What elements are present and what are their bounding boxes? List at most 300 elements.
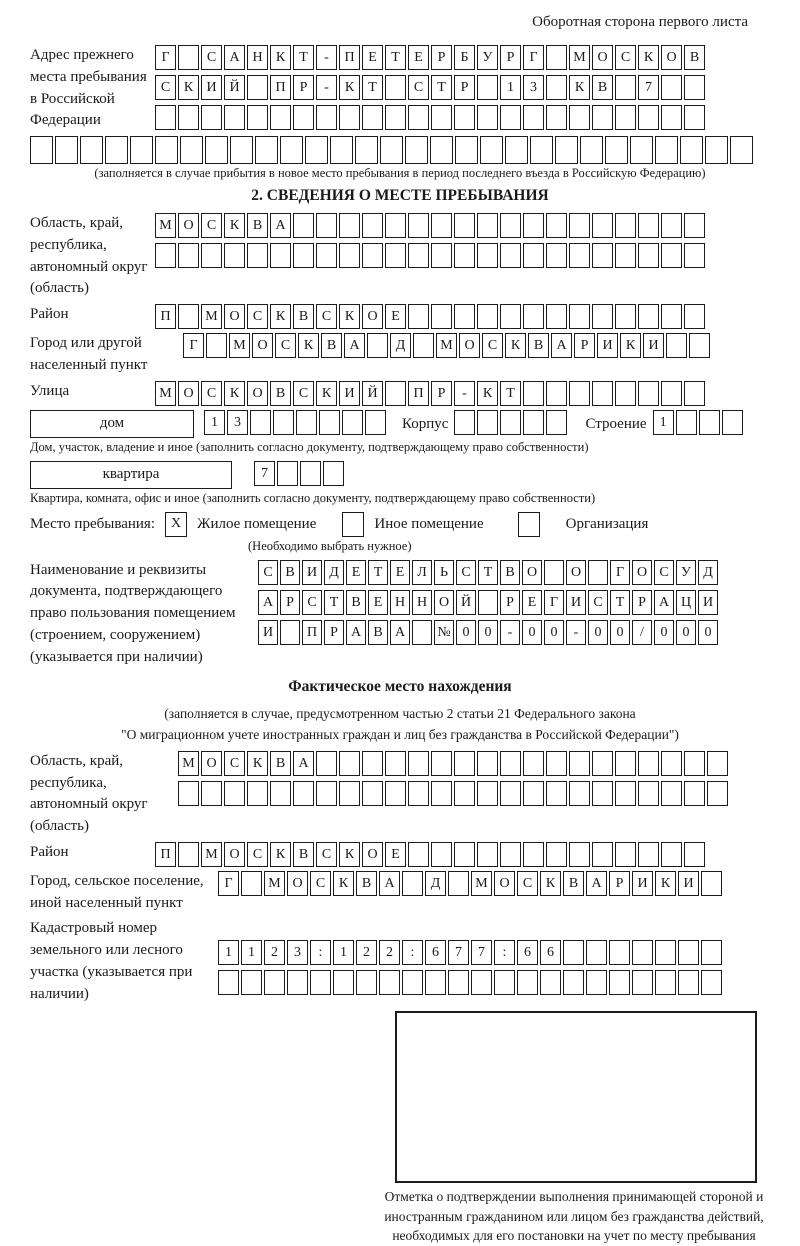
form-cell bbox=[247, 105, 268, 130]
form-cell bbox=[178, 45, 199, 70]
form-cell: 1 bbox=[500, 75, 521, 100]
form-cell: К bbox=[620, 333, 641, 358]
form-cell bbox=[448, 970, 469, 995]
form-cell bbox=[250, 410, 271, 435]
form-cell bbox=[684, 381, 705, 406]
form-cell: И bbox=[258, 620, 278, 645]
form-cell bbox=[362, 213, 383, 238]
form-cell bbox=[678, 940, 699, 965]
form-cell bbox=[478, 590, 498, 615]
checkbox-zhiloe: X bbox=[165, 512, 187, 537]
form-cell: 0 bbox=[698, 620, 718, 645]
form-cell: 3 bbox=[287, 940, 308, 965]
form-cell: Г bbox=[183, 333, 204, 358]
form-cell: С bbox=[302, 590, 322, 615]
kvartira-box-label: квартира bbox=[30, 461, 232, 489]
form-cell bbox=[661, 304, 682, 329]
form-cell: 1 bbox=[218, 940, 239, 965]
form-cell bbox=[546, 243, 567, 268]
form-cell: М bbox=[155, 213, 176, 238]
form-cell bbox=[638, 213, 659, 238]
document-cells bbox=[258, 560, 770, 645]
form-cell: Р bbox=[609, 871, 630, 896]
form-cell bbox=[523, 751, 544, 776]
form-cell: О bbox=[287, 871, 308, 896]
form-cell bbox=[592, 105, 613, 130]
form-cell bbox=[586, 970, 607, 995]
form-cell bbox=[385, 75, 406, 100]
document-field bbox=[30, 560, 770, 669]
form-cell: Р bbox=[431, 381, 452, 406]
form-cell bbox=[477, 243, 498, 268]
form-cell: И bbox=[339, 381, 360, 406]
s2-oblast-cells bbox=[155, 213, 770, 268]
form-cell: В bbox=[280, 560, 300, 585]
form-cell bbox=[500, 751, 521, 776]
stroenie-cells bbox=[653, 410, 745, 430]
form-cell bbox=[178, 842, 199, 867]
form-cell bbox=[413, 333, 434, 358]
form-cell bbox=[730, 136, 753, 164]
prev-address-row-3 bbox=[155, 105, 770, 130]
form-cell: М bbox=[155, 381, 176, 406]
form-cell: Н bbox=[247, 45, 268, 70]
option-zhiloe-label: Жилое помещение bbox=[197, 515, 317, 532]
form-cell: М bbox=[229, 333, 250, 358]
form-cell bbox=[454, 213, 475, 238]
form-cell bbox=[477, 213, 498, 238]
form-cell bbox=[405, 136, 428, 164]
form-cell: Й bbox=[224, 75, 245, 100]
form-cell bbox=[707, 781, 728, 806]
form-cell bbox=[477, 842, 498, 867]
form-cell bbox=[448, 871, 469, 896]
form-cell: Р bbox=[293, 75, 314, 100]
form-cell bbox=[540, 970, 561, 995]
form-cell bbox=[431, 781, 452, 806]
s2-ulitsa-field bbox=[30, 381, 770, 406]
form-cell bbox=[339, 751, 360, 776]
form-cell bbox=[500, 842, 521, 867]
form-cell: 0 bbox=[654, 620, 674, 645]
form-cell bbox=[431, 213, 452, 238]
form-cell bbox=[206, 333, 227, 358]
form-cell: И bbox=[632, 871, 653, 896]
form-cell bbox=[402, 970, 423, 995]
form-cell: В bbox=[500, 560, 520, 585]
form-cell: К bbox=[333, 871, 354, 896]
form-cell: К bbox=[316, 381, 337, 406]
s2-ulitsa-row bbox=[155, 381, 770, 406]
form-cell: Н bbox=[390, 590, 410, 615]
form-cell bbox=[569, 781, 590, 806]
form-cell bbox=[661, 781, 682, 806]
form-cell bbox=[296, 410, 317, 435]
form-cell bbox=[241, 970, 262, 995]
form-cell bbox=[408, 304, 429, 329]
form-cell bbox=[362, 751, 383, 776]
page-header-note: Оборотная сторона первого листа bbox=[532, 14, 748, 30]
form-cell bbox=[707, 751, 728, 776]
form-cell bbox=[316, 105, 337, 130]
form-cell bbox=[287, 970, 308, 995]
form-cell bbox=[477, 304, 498, 329]
form-cell: О bbox=[632, 560, 652, 585]
form-cell bbox=[379, 970, 400, 995]
form-cell: Т bbox=[293, 45, 314, 70]
form-cell: О bbox=[224, 304, 245, 329]
form-cell bbox=[569, 105, 590, 130]
form-cell bbox=[454, 304, 475, 329]
form-cell: С bbox=[258, 560, 278, 585]
form-cell bbox=[546, 75, 567, 100]
form-cell: : bbox=[402, 940, 423, 965]
form-cell: - bbox=[316, 45, 337, 70]
form-cell bbox=[385, 381, 406, 406]
form-cell: К bbox=[477, 381, 498, 406]
form-cell bbox=[454, 751, 475, 776]
form-cell bbox=[638, 105, 659, 130]
form-cell: О bbox=[252, 333, 273, 358]
form-cell: С bbox=[293, 381, 314, 406]
form-cell bbox=[569, 751, 590, 776]
form-cell: К bbox=[178, 75, 199, 100]
form-cell bbox=[319, 410, 340, 435]
form-cell: М bbox=[436, 333, 457, 358]
form-cell bbox=[592, 781, 613, 806]
form-cell: А bbox=[258, 590, 278, 615]
form-cell: Д bbox=[324, 560, 344, 585]
form-cell: О bbox=[661, 45, 682, 70]
form-cell bbox=[546, 381, 567, 406]
prev-address-row-1 bbox=[155, 45, 770, 70]
korpus-cells bbox=[454, 410, 569, 427]
form-cell: А bbox=[344, 333, 365, 358]
form-cell bbox=[523, 213, 544, 238]
form-cell: О bbox=[362, 304, 383, 329]
form-cell bbox=[546, 105, 567, 130]
form-cell: Р bbox=[280, 590, 300, 615]
korpus-label: Корпус bbox=[402, 415, 449, 432]
form-cell bbox=[705, 136, 728, 164]
form-cell: 1 bbox=[241, 940, 262, 965]
form-cell bbox=[355, 136, 378, 164]
form-cell bbox=[684, 75, 705, 100]
form-cell: Г bbox=[544, 590, 564, 615]
form-cell bbox=[569, 304, 590, 329]
f-gorod-field bbox=[30, 871, 770, 915]
form-cell: 2 bbox=[356, 940, 377, 965]
form-cell: В bbox=[270, 381, 291, 406]
form-cell bbox=[555, 136, 578, 164]
form-cell bbox=[655, 970, 676, 995]
form-cell: М bbox=[264, 871, 285, 896]
form-cell bbox=[661, 243, 682, 268]
form-cell bbox=[241, 871, 262, 896]
prev-address-label: Адрес прежнего места пребывания в Российской Федерации bbox=[30, 47, 147, 129]
form-cell bbox=[362, 781, 383, 806]
form-cell bbox=[155, 136, 178, 164]
form-cell: И bbox=[698, 590, 718, 615]
form-cell: Е bbox=[362, 45, 383, 70]
mesto-note: (Необходимо выбрать нужное) bbox=[248, 538, 412, 553]
form-cell: Й bbox=[456, 590, 476, 615]
form-cell bbox=[546, 781, 567, 806]
form-cell: К bbox=[224, 213, 245, 238]
form-cell bbox=[412, 620, 432, 645]
form-cell: В bbox=[356, 871, 377, 896]
form-cell bbox=[218, 970, 239, 995]
form-cell bbox=[615, 781, 636, 806]
form-cell: - bbox=[566, 620, 586, 645]
form-cell: М bbox=[201, 304, 222, 329]
form-cell bbox=[699, 410, 720, 435]
form-cell: Е bbox=[385, 304, 406, 329]
form-cell bbox=[523, 842, 544, 867]
form-cell bbox=[201, 781, 222, 806]
form-cell bbox=[500, 410, 521, 435]
form-cell bbox=[563, 970, 584, 995]
form-cell: 7 bbox=[638, 75, 659, 100]
form-cell bbox=[178, 105, 199, 130]
form-cell: У bbox=[676, 560, 696, 585]
form-cell: К bbox=[540, 871, 561, 896]
form-cell bbox=[523, 410, 544, 435]
form-cell: А bbox=[390, 620, 410, 645]
form-cell: О bbox=[522, 560, 542, 585]
form-cell bbox=[661, 75, 682, 100]
form-cell: Т bbox=[500, 381, 521, 406]
stamp-box bbox=[395, 1011, 757, 1183]
document-label: Наименование и реквизиты документа, подтверждающего право пользования помещением (строением, сооружением) (указывается при наличии) bbox=[30, 561, 236, 665]
form-cell: - bbox=[500, 620, 520, 645]
form-cell: 7 bbox=[448, 940, 469, 965]
form-cell: Д bbox=[698, 560, 718, 585]
form-cell bbox=[30, 136, 53, 164]
s2-dom-row bbox=[30, 410, 770, 438]
form-cell bbox=[638, 304, 659, 329]
form-cell: Т bbox=[362, 75, 383, 100]
s2-gorod-field bbox=[30, 333, 770, 377]
form-cell bbox=[365, 410, 386, 435]
form-cell bbox=[471, 970, 492, 995]
form-cell: М bbox=[569, 45, 590, 70]
form-cell bbox=[454, 105, 475, 130]
s2-oblast-row-2 bbox=[155, 243, 770, 268]
form-cell: А bbox=[346, 620, 366, 645]
form-cell bbox=[638, 381, 659, 406]
form-cell bbox=[655, 136, 678, 164]
form-cell: В bbox=[321, 333, 342, 358]
form-cell bbox=[615, 751, 636, 776]
form-cell bbox=[362, 243, 383, 268]
form-cell: 2 bbox=[379, 940, 400, 965]
form-cell bbox=[385, 751, 406, 776]
form-cell bbox=[523, 304, 544, 329]
form-cell: С bbox=[456, 560, 476, 585]
f-kadastr-label: Кадастровый номер земельного или лесного участка (указывается при наличии) bbox=[30, 920, 193, 1002]
form-cell bbox=[339, 243, 360, 268]
form-cell bbox=[385, 105, 406, 130]
f-kadastr-row-2 bbox=[218, 970, 770, 995]
form-cell bbox=[356, 970, 377, 995]
form-cell: В bbox=[563, 871, 584, 896]
kvartira-cells bbox=[254, 461, 346, 481]
form-cell: С bbox=[224, 751, 245, 776]
form-cell: С bbox=[247, 842, 268, 867]
form-cell bbox=[178, 781, 199, 806]
form-cell: 0 bbox=[522, 620, 542, 645]
form-cell: В bbox=[270, 751, 291, 776]
form-cell bbox=[592, 381, 613, 406]
form-cell bbox=[178, 243, 199, 268]
prev-address-row-2 bbox=[155, 75, 770, 100]
form-cell bbox=[333, 970, 354, 995]
form-cell bbox=[546, 410, 567, 435]
form-cell: Д bbox=[390, 333, 411, 358]
form-cell: 0 bbox=[588, 620, 608, 645]
factual-note-line2: "О миграционном учете иностранных граждан и лиц без гражданства в Российской Федерации") bbox=[121, 726, 679, 742]
form-cell: А bbox=[586, 871, 607, 896]
kvartira-note: Квартира, комната, офис и иное (заполнить согласно документу, подтверждающему право собственности) bbox=[30, 490, 596, 505]
form-cell bbox=[455, 136, 478, 164]
form-cell bbox=[569, 213, 590, 238]
form-cell: К bbox=[339, 304, 360, 329]
form-cell bbox=[310, 970, 331, 995]
form-cell bbox=[201, 105, 222, 130]
form-cell bbox=[454, 781, 475, 806]
s2-rayon-field bbox=[30, 304, 770, 329]
form-cell bbox=[80, 136, 103, 164]
form-cell: О bbox=[566, 560, 586, 585]
form-cell bbox=[178, 304, 199, 329]
form-cell: А bbox=[379, 871, 400, 896]
form-cell: С bbox=[275, 333, 296, 358]
form-cell: В bbox=[293, 842, 314, 867]
form-cell: С bbox=[482, 333, 503, 358]
form-cell: К bbox=[270, 45, 291, 70]
s2-oblast-label: Область, край, республика, автономный округ (область) bbox=[30, 215, 148, 297]
form-cell bbox=[316, 781, 337, 806]
form-cell: Г bbox=[610, 560, 630, 585]
form-cell bbox=[385, 781, 406, 806]
prev-address-note: (заполняется в случае прибытия в новое место пребывания в период последнего въезда в Российскую Федерацию) bbox=[94, 166, 706, 180]
form-cell bbox=[523, 243, 544, 268]
form-cell: Р bbox=[500, 590, 520, 615]
form-cell: Ц bbox=[676, 590, 696, 615]
form-cell bbox=[316, 751, 337, 776]
form-cell: С bbox=[201, 381, 222, 406]
form-cell bbox=[367, 333, 388, 358]
form-cell bbox=[224, 105, 245, 130]
form-cell bbox=[569, 381, 590, 406]
form-cell bbox=[655, 940, 676, 965]
s2-gorod-label: Город или другой населенный пункт bbox=[30, 335, 148, 373]
form-cell bbox=[609, 940, 630, 965]
document-row-3 bbox=[258, 620, 770, 645]
form-cell: В bbox=[528, 333, 549, 358]
form-cell: О bbox=[178, 213, 199, 238]
form-cell: Е bbox=[408, 45, 429, 70]
form-cell bbox=[273, 410, 294, 435]
form-cell bbox=[247, 781, 268, 806]
form-cell bbox=[280, 136, 303, 164]
form-cell bbox=[454, 842, 475, 867]
factual-title: Фактическое место нахождения bbox=[288, 678, 512, 696]
form-cell bbox=[605, 136, 628, 164]
f-oblast-field bbox=[30, 751, 770, 838]
s2-kvartira-row bbox=[30, 461, 770, 489]
form-cell bbox=[362, 105, 383, 130]
form-cell: О bbox=[201, 751, 222, 776]
form-cell: К bbox=[224, 381, 245, 406]
form-cell bbox=[305, 136, 328, 164]
form-cell bbox=[684, 751, 705, 776]
form-cell bbox=[380, 136, 403, 164]
form-cell bbox=[661, 751, 682, 776]
form-cell bbox=[701, 871, 722, 896]
form-cell bbox=[684, 213, 705, 238]
form-cell bbox=[592, 304, 613, 329]
form-cell: Т bbox=[324, 590, 344, 615]
form-cell: 6 bbox=[517, 940, 538, 965]
option-inoe-label: Иное помещение bbox=[374, 515, 484, 532]
form-cell bbox=[330, 136, 353, 164]
form-cell bbox=[638, 751, 659, 776]
dom-box-label: дом bbox=[30, 410, 194, 438]
form-cell bbox=[632, 940, 653, 965]
f-gorod-label: Город, сельское поселение, иной населенный пункт bbox=[30, 872, 204, 911]
form-cell bbox=[477, 410, 498, 435]
form-cell bbox=[316, 243, 337, 268]
form-cell bbox=[569, 842, 590, 867]
f-rayon-row bbox=[155, 842, 770, 867]
form-cell: 6 bbox=[540, 940, 561, 965]
form-cell bbox=[477, 75, 498, 100]
form-cell: И bbox=[678, 871, 699, 896]
form-cell: С bbox=[588, 590, 608, 615]
form-cell bbox=[293, 213, 314, 238]
form-cell bbox=[592, 751, 613, 776]
form-cell: О bbox=[224, 842, 245, 867]
form-cell: / bbox=[632, 620, 652, 645]
form-cell bbox=[477, 105, 498, 130]
form-cell: 3 bbox=[523, 75, 544, 100]
f-rayon-label: Район bbox=[30, 843, 69, 860]
form-cell: К bbox=[505, 333, 526, 358]
form-cell: А bbox=[551, 333, 572, 358]
form-cell bbox=[230, 136, 253, 164]
form-cell bbox=[180, 136, 203, 164]
form-cell bbox=[323, 461, 344, 486]
form-cell: С bbox=[517, 871, 538, 896]
form-cell bbox=[264, 970, 285, 995]
form-cell bbox=[293, 243, 314, 268]
form-cell bbox=[277, 461, 298, 486]
form-cell bbox=[615, 243, 636, 268]
form-cell bbox=[563, 940, 584, 965]
form-cell: - bbox=[316, 75, 337, 100]
form-cell: Т bbox=[610, 590, 630, 615]
form-cell: № bbox=[434, 620, 454, 645]
form-cell bbox=[339, 213, 360, 238]
form-cell: К bbox=[247, 751, 268, 776]
form-cell bbox=[680, 136, 703, 164]
form-cell bbox=[586, 940, 607, 965]
form-cell: А bbox=[654, 590, 674, 615]
form-cell: М bbox=[201, 842, 222, 867]
form-cell: 1 bbox=[653, 410, 674, 435]
